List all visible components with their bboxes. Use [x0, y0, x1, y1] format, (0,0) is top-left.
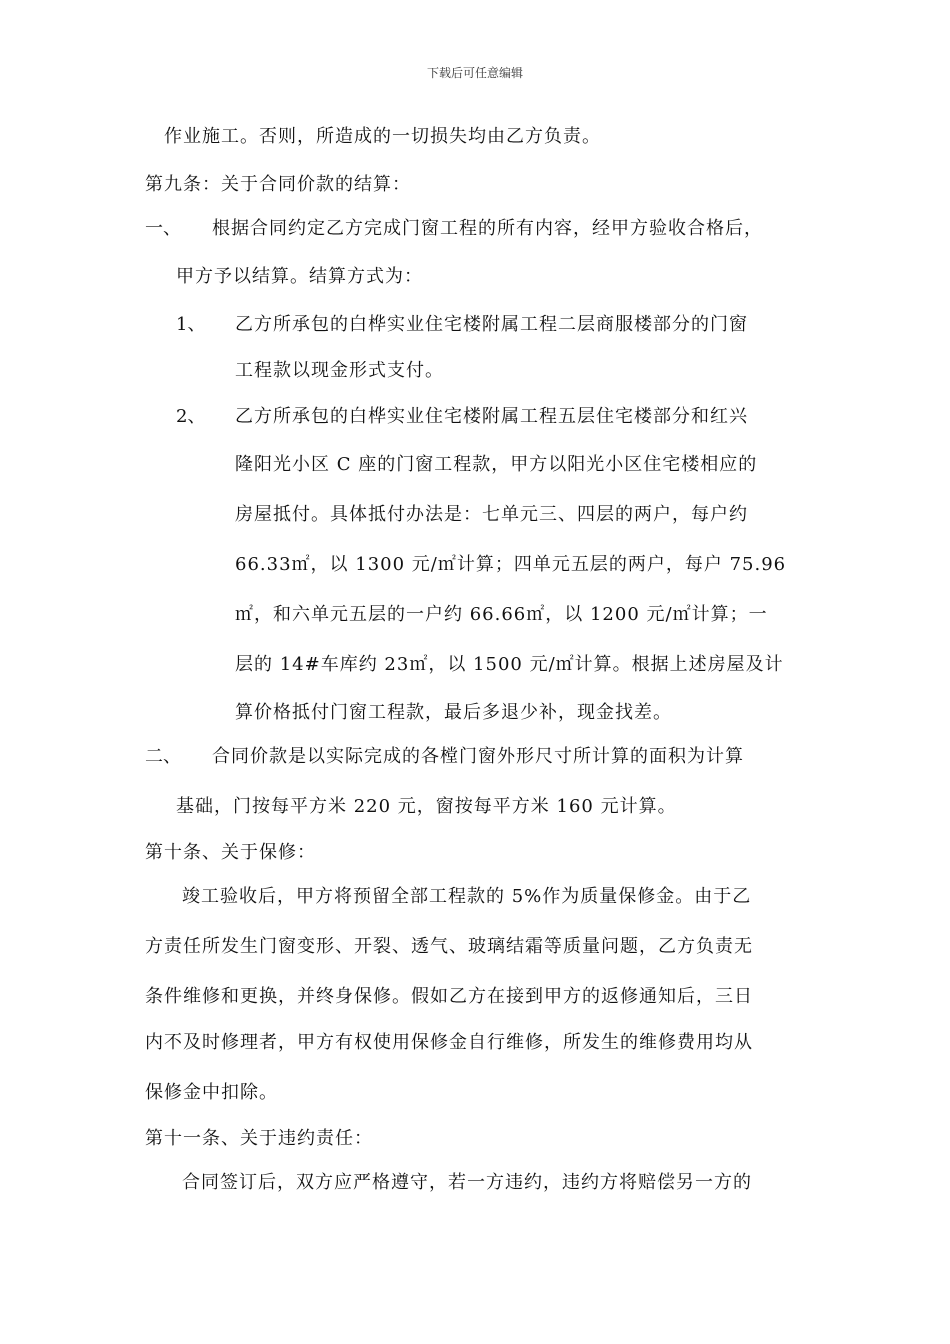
section-heading-article-9: 第九条：关于合同价款的结算：: [145, 174, 411, 195]
text-line: 房屋抵付。具体抵付办法是：七单元三、四层的两户，每户约: [235, 504, 748, 525]
list-marker: 一、: [145, 218, 181, 239]
text-line: 甲方予以结算。结算方式为：: [176, 266, 423, 287]
text-line: 条件维修和更换，并终身保修。假如乙方在接到甲方的返修通知后，三日: [145, 986, 753, 1007]
text-line: 合同签订后，双方应严格遵守，若一方违约，违约方将赔偿另一方的: [182, 1172, 752, 1193]
text-line: ㎡，和六单元五层的一户约 66.66㎡，以 1200 元/㎡计算；一: [235, 604, 768, 625]
text-line: 合同价款是以实际完成的各樘门窗外形尺寸所计算的面积为计算: [212, 746, 744, 767]
text-line: 算价格抵付门窗工程款，最后多退少补，现金找差。: [235, 702, 672, 723]
text-line: 隆阳光小区 C 座的门窗工程款，甲方以阳光小区住宅楼相应的: [235, 454, 758, 475]
text-line: 作业施工。否则，所造成的一切损失均由乙方负责。: [164, 126, 601, 147]
text-line: 乙方所承包的白桦实业住宅楼附属工程五层住宅楼部分和红兴: [235, 406, 748, 427]
text-line: 保修金中扣除。: [145, 1082, 278, 1103]
text-line: 基础，门按每平方米 220 元，窗按每平方米 160 元计算。: [176, 796, 677, 817]
text-line: 竣工验收后，甲方将预留全部工程款的 5%作为质量保修金。由于乙: [182, 886, 752, 907]
text-line: 66.33㎡，以 1300 元/㎡计算；四单元五层的两户，每户 75.96: [235, 554, 787, 575]
text-line: 方责任所发生门窗变形、开裂、透气、玻璃结霜等质量问题，乙方负责无: [145, 936, 753, 957]
text-line: 内不及时修理者，甲方有权使用保修金自行维修，所发生的维修费用均从: [145, 1032, 753, 1053]
page-header-note: 下载后可任意编辑: [426, 66, 523, 80]
text-line: 根据合同约定乙方完成门窗工程的所有内容，经甲方验收合格后，: [212, 218, 763, 239]
text-line: 乙方所承包的白桦实业住宅楼附属工程二层商服楼部分的门窗: [235, 314, 748, 335]
list-marker: 二、: [145, 746, 181, 767]
list-marker: 1、: [176, 314, 206, 335]
text-line: 层的 14#车库约 23㎡，以 1500 元/㎡计算。根据上述房屋及计: [235, 654, 784, 675]
list-marker: 2、: [176, 406, 206, 427]
text-line: 工程款以现金形式支付。: [235, 360, 444, 381]
section-heading-article-10: 第十条、关于保修：: [145, 842, 316, 863]
section-heading-article-11: 第十一条、关于违约责任：: [145, 1128, 373, 1149]
